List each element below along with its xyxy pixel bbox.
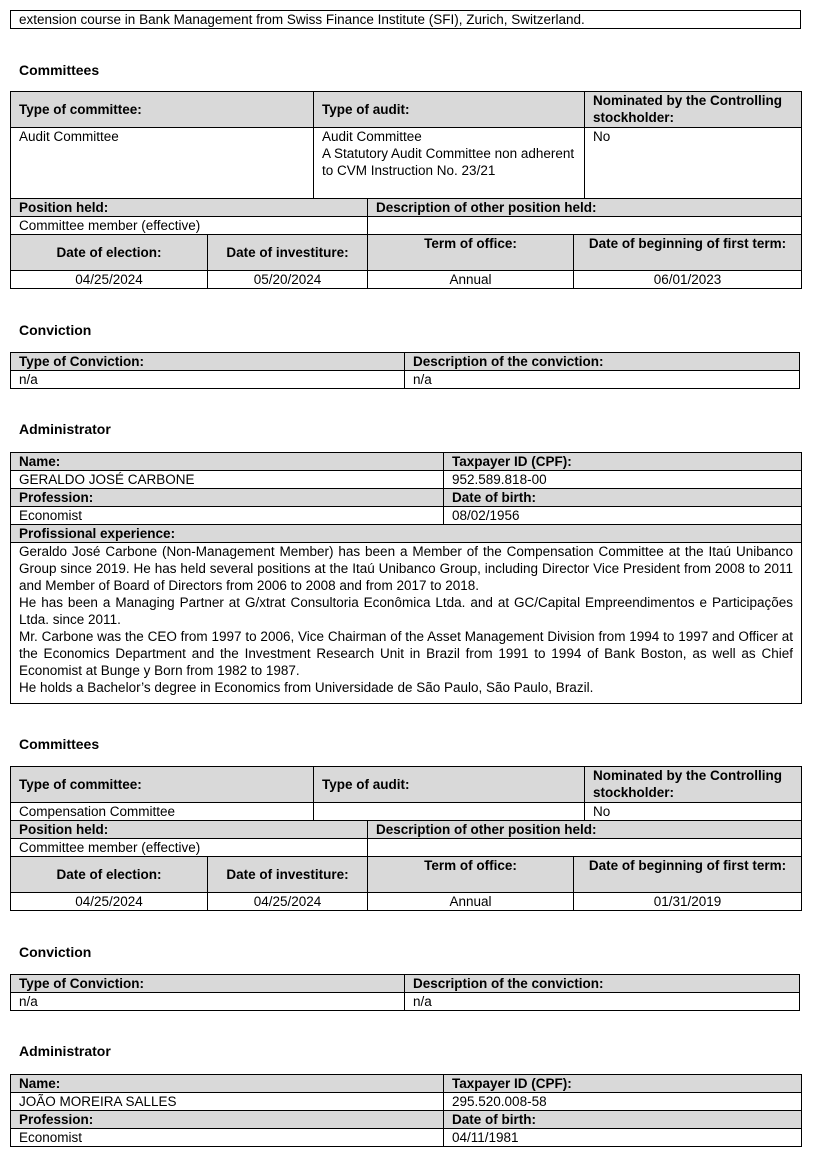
type-of-audit-value: Audit Committee A Statutory Audit Committee non adherent to CVM Instruction No. 23/21 <box>314 128 585 199</box>
type-of-audit-value <box>314 803 585 821</box>
type-of-conviction-label: Type of Conviction: <box>11 975 405 993</box>
type-of-audit-label: Type of audit: <box>314 767 585 803</box>
conviction-description-value: n/a <box>405 371 800 389</box>
top-continuation <box>10 10 801 29</box>
type-of-committee-label: Type of committee: <box>11 92 314 128</box>
first-term-value: 01/31/2019 <box>574 893 802 911</box>
term-of-office-label: Term of office: <box>368 857 574 893</box>
first-term-label: Date of beginning of first term: <box>574 857 802 893</box>
position-held-label: Position held: <box>11 821 368 839</box>
administrator-heading-1: Administrator <box>19 421 111 437</box>
profession-value: Economist <box>11 1129 444 1147</box>
administrator-table-1 <box>10 452 801 704</box>
type-of-conviction-label: Type of Conviction: <box>11 353 405 371</box>
date-of-election-value: 04/25/2024 <box>11 893 208 911</box>
name-label: Name: <box>11 1075 444 1093</box>
type-of-conviction-value: n/a <box>11 993 405 1011</box>
profession-label: Profession: <box>11 489 444 507</box>
other-position-label: Description of other position held: <box>368 821 802 839</box>
first-term-label: Date of beginning of first term: <box>574 235 802 271</box>
taxpayer-id-label: Taxpayer ID (CPF): <box>444 453 802 471</box>
date-of-investiture-label: Date of investiture: <box>208 857 368 893</box>
date-of-election-value: 04/25/2024 <box>11 271 208 289</box>
position-held-value: Committee member (effective) <box>11 839 368 857</box>
taxpayer-id-value: 295.520.008-58 <box>444 1093 802 1111</box>
position-held-label: Position held: <box>11 199 368 217</box>
type-of-committee-label: Type of committee: <box>11 767 314 803</box>
other-position-value <box>368 217 802 235</box>
conviction-description-label: Description of the conviction: <box>405 975 800 993</box>
administrator-heading-2: Administrator <box>19 1043 111 1059</box>
nominated-label: Nominated by the Controlling stockholder: <box>585 767 802 803</box>
date-of-investiture-value: 05/20/2024 <box>208 271 368 289</box>
date-of-birth-value: 04/11/1981 <box>444 1129 802 1147</box>
term-of-office-value: Annual <box>368 893 574 911</box>
first-term-value: 06/01/2023 <box>574 271 802 289</box>
other-position-label: Description of other position held: <box>368 199 802 217</box>
conviction-table-2 <box>10 974 799 1011</box>
conviction-description-label: Description of the conviction: <box>405 353 800 371</box>
date-of-birth-label: Date of birth: <box>444 1111 802 1129</box>
experience-label: Profissional experience: <box>11 525 802 543</box>
term-of-office-label: Term of office: <box>368 235 574 271</box>
top-line-text: extension course in Bank Management from Swiss Finance Institute (SFI), Zurich, Switzerland. <box>11 11 801 29</box>
conviction-description-value: n/a <box>405 993 800 1011</box>
committees-heading-1: Committees <box>19 62 100 78</box>
committees-heading-2: Committees <box>19 736 100 752</box>
type-of-committee-value: Compensation Committee <box>11 803 314 821</box>
committee-table-2 <box>10 766 801 911</box>
conviction-table-1 <box>10 352 799 389</box>
taxpayer-id-value: 952.589.818-00 <box>444 471 802 489</box>
date-of-investiture-value: 04/25/2024 <box>208 893 368 911</box>
experience-text: Geraldo José Carbone (Non-Management Member) has been a Member of the Compensation Committee at the Itaú Unibanco Group since 2019. He has held several positions at the Itaú Unibanco Group, including Director Vice President from 2008 to 2011 and Member of Board of Directors from 2006 to 2008 and from 2017 to 2018. He has been a Managing Partner at G/xtrat Consultoria Econômica Ltda. and at GC/Capital Empreendimentos e Participações Ltda. since 2011. Mr. Carbone was the CEO from 1997 to 2006, Vice Chairman of the Asset Management Division from 1994 to 1997 and Officer at the Economics Department and the Investment Research Unit in Brazil from 1991 to 1994 of Bank Boston, as well as Chief Economist at Bunge y Born from 1982 to 1987. He holds a Bachelor’s degree in Economics from Universidade de São Paulo, São Paulo, Brazil. <box>11 543 802 704</box>
nominated-value: No <box>585 128 802 199</box>
date-of-election-label: Date of election: <box>11 235 208 271</box>
type-of-committee-value: Audit Committee <box>11 128 314 199</box>
profession-value: Economist <box>11 507 444 525</box>
type-of-audit-label: Type of audit: <box>314 92 585 128</box>
conviction-heading-2: Conviction <box>19 944 92 960</box>
date-of-investiture-label: Date of investiture: <box>208 235 368 271</box>
other-position-value <box>368 839 802 857</box>
conviction-heading-1: Conviction <box>19 322 92 338</box>
term-of-office-value: Annual <box>368 271 574 289</box>
profession-label: Profession: <box>11 1111 444 1129</box>
taxpayer-id-label: Taxpayer ID (CPF): <box>444 1075 802 1093</box>
name-value: JOÃO MOREIRA SALLES <box>11 1093 444 1111</box>
date-of-birth-label: Date of birth: <box>444 489 802 507</box>
name-label: Name: <box>11 453 444 471</box>
administrator-table-2 <box>10 1074 801 1147</box>
nominated-value: No <box>585 803 802 821</box>
nominated-label: Nominated by the Controlling stockholder: <box>585 92 802 128</box>
name-value: GERALDO JOSÉ CARBONE <box>11 471 444 489</box>
type-of-conviction-value: n/a <box>11 371 405 389</box>
date-of-birth-value: 08/02/1956 <box>444 507 802 525</box>
committee-table-1 <box>10 91 801 289</box>
position-held-value: Committee member (effective) <box>11 217 368 235</box>
date-of-election-label: Date of election: <box>11 857 208 893</box>
